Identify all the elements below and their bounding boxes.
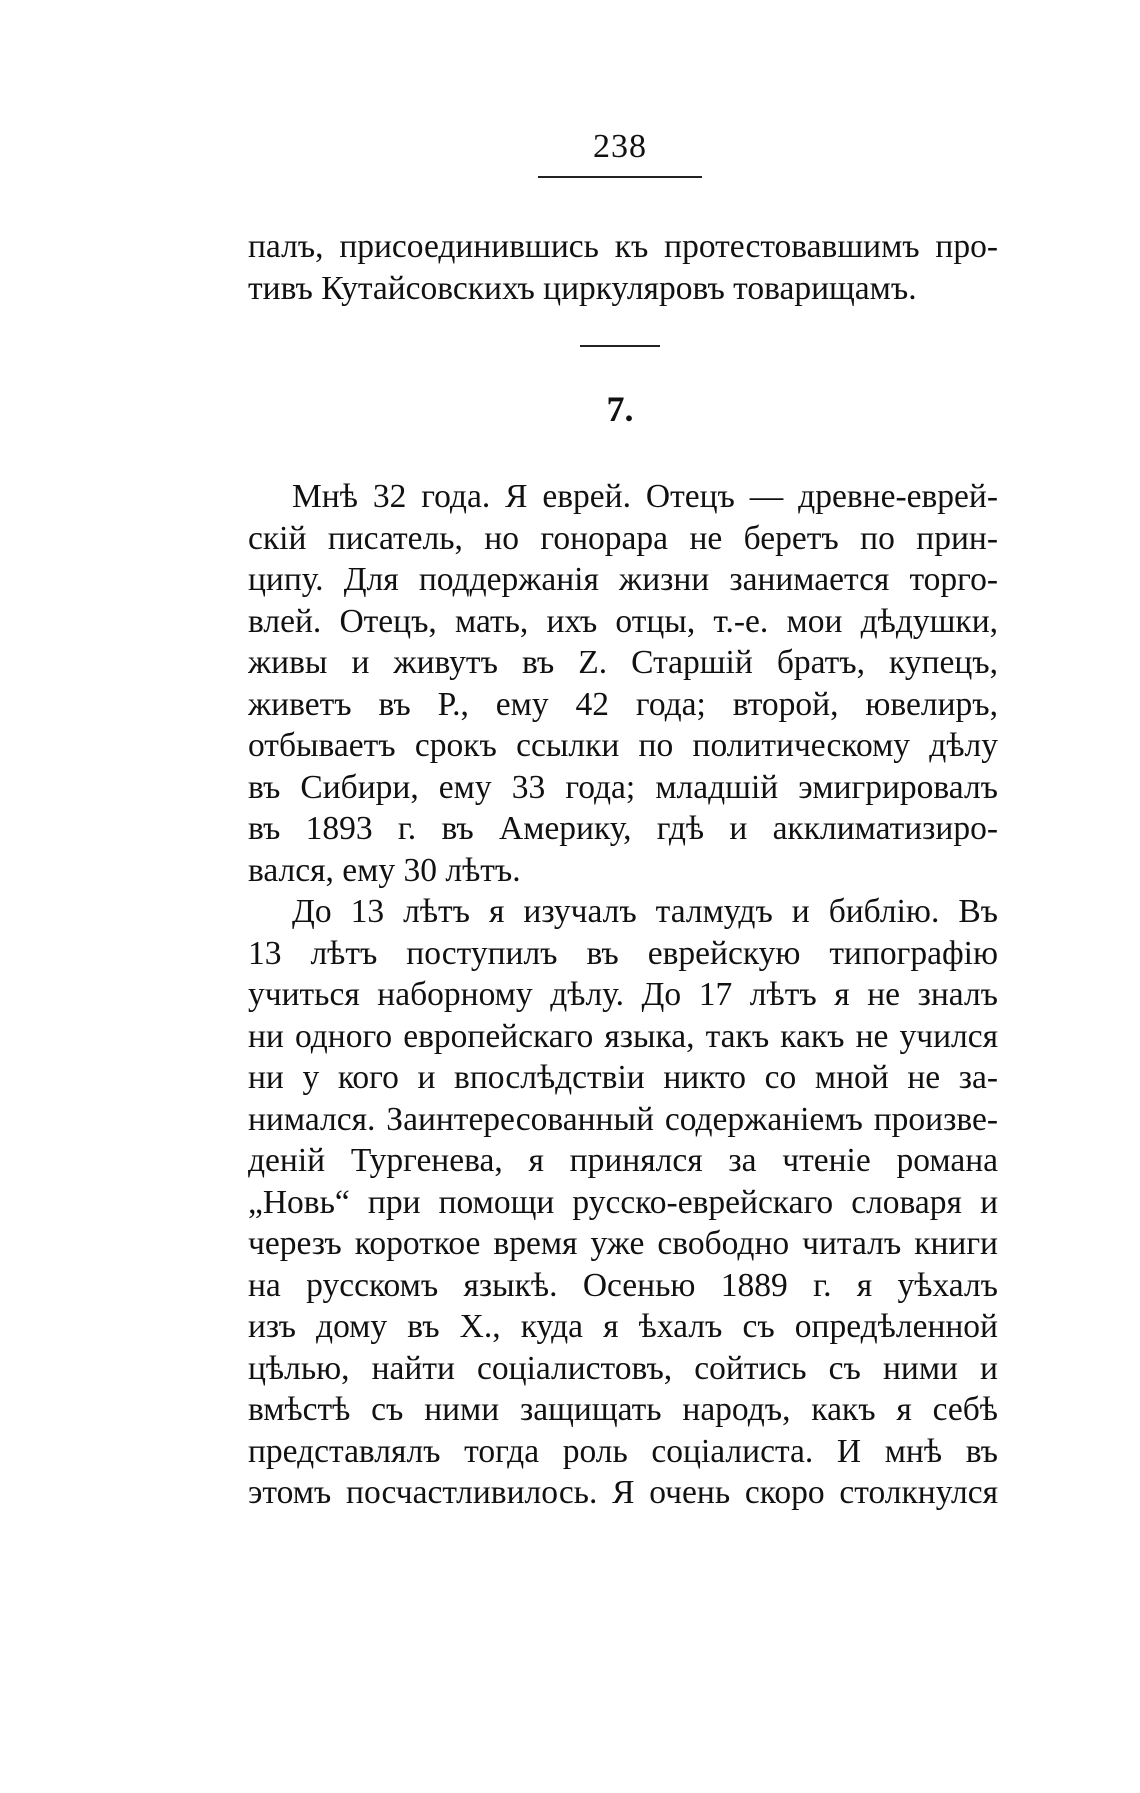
section-number: 7.	[606, 389, 634, 429]
text-line: вмѣстѣ съ ними защищать народъ, какъ я себѣ	[248, 1391, 998, 1428]
section-divider	[580, 345, 660, 347]
text-line: отбываетъ срокъ ссылки по политическому дѣлу	[248, 727, 998, 764]
text-line: ни одного европейскаго языка, такъ какъ не учился	[248, 1017, 998, 1055]
text-line: Мнѣ 32 года. Я еврей. Отецъ — древне-еврей-	[292, 478, 998, 515]
text-line: деній Тургенева, я принялся за чтеніе романа	[248, 1142, 998, 1179]
text-line: нимался. Заинтересованный содержаніемъ произве-	[248, 1100, 998, 1138]
page-number: 238	[593, 128, 647, 165]
text-line: черезъ короткое время уже свободно читалъ книги	[248, 1225, 998, 1262]
text-line: ни у кого и впослѣдствіи никто со мной не за-	[248, 1059, 998, 1096]
text-line: въ Сибири, ему 33 года; младшій эмигрировалъ	[248, 768, 998, 806]
text-line: цѣлью, найти соціалистовъ, сойтись съ ними и	[248, 1349, 998, 1387]
text-line: живетъ въ Р., ему 42 года; второй, ювелиръ,	[248, 685, 998, 723]
text-line: палъ, присоединившись къ протестовавшимъ про-	[248, 228, 998, 265]
text-line: изъ дому въ X., куда я ѣхалъ съ опредѣленной	[248, 1308, 998, 1345]
text-line: влей. Отецъ, мать, ихъ отцы, т.-е. мои дѣдушки,	[248, 602, 998, 640]
text-line: въ 1893 г. въ Америку, гдѣ и акклиматизиро-	[248, 810, 998, 847]
text-line: скій писатель, но гонорара не беретъ по прин-	[248, 519, 998, 557]
text-line: 13 лѣтъ поступилъ въ еврейскую типографію	[248, 934, 998, 972]
section-text	[248, 476, 998, 1514]
text-line: „Новь“ при помощи русско-еврейскаго словаря и	[248, 1183, 998, 1221]
text-line: представлялъ тогда роль соціалиста. И мнѣ въ	[248, 1432, 998, 1470]
text-line: До 13 лѣтъ я изучалъ талмудъ и библію. Въ	[292, 893, 998, 930]
text-line: учиться наборному дѣлу. До 17 лѣтъ я не зналъ	[248, 976, 998, 1013]
intro-paragraph	[248, 226, 998, 309]
text-line: на русскомъ языкѣ. Осенью 1889 г. я уѣхалъ	[248, 1266, 998, 1304]
paragraph-1	[248, 476, 998, 891]
text-line: вался, ему 30 лѣтъ.	[248, 851, 521, 889]
paragraph-2	[248, 891, 998, 1514]
text-line: ципу. Для поддержанія жизни занимается торго-	[248, 561, 998, 598]
page-number-rule	[538, 176, 702, 178]
text-line: живы и живутъ въ Z. Старшій братъ, купецъ,	[248, 644, 998, 681]
text-line: тивъ Кутайсовскихъ циркуляровъ товарищамъ.	[248, 269, 917, 307]
text-line: этомъ посчастливилось. Я очень скоро столкнулся	[248, 1474, 998, 1511]
